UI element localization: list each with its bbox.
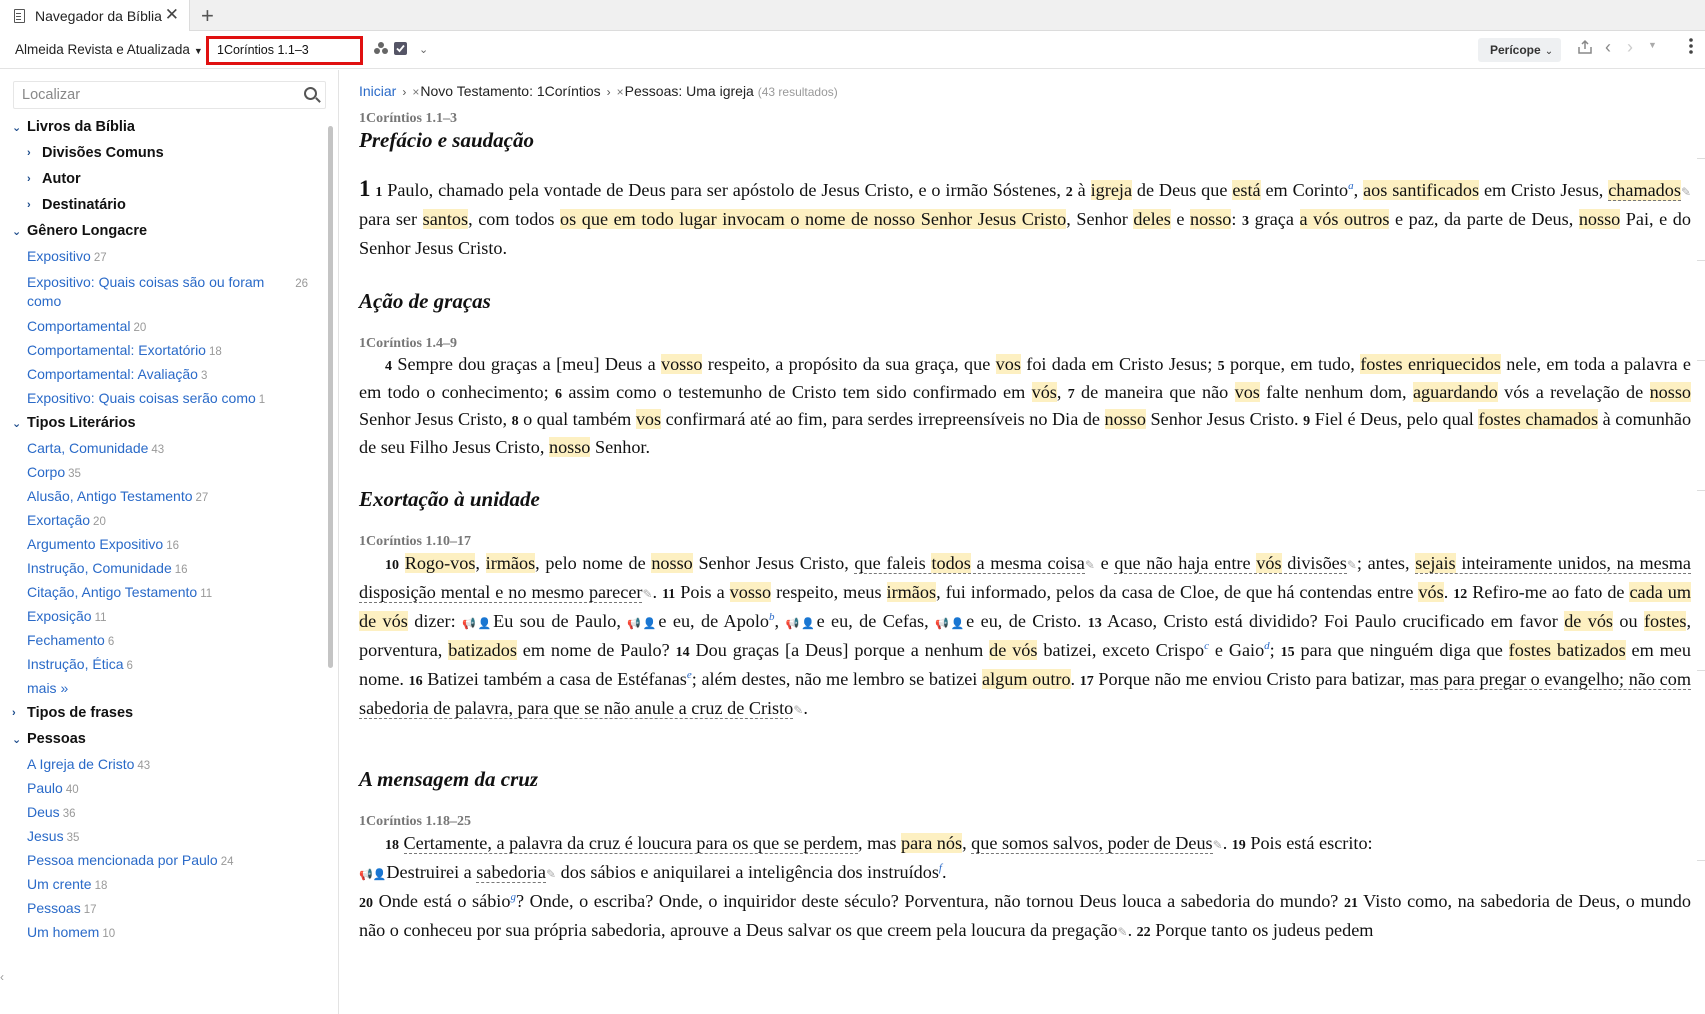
pericope-range[interactable]: 1Coríntios 1.10–17: [359, 534, 471, 549]
facet-item[interactable]: Exortação 20: [27, 512, 106, 528]
result-count: (43 resultados): [757, 85, 838, 99]
chevron-right-icon: ›: [27, 173, 31, 185]
scroll-marker: [1697, 860, 1705, 861]
bible-text-pane: [340, 70, 1705, 1014]
toolbar: [0, 31, 1705, 69]
facet-item[interactable]: Expositivo: Quais coisas serão como 1: [27, 390, 266, 406]
remove-filter-icon[interactable]: ×: [412, 85, 420, 99]
sidebar: [0, 70, 339, 1014]
facet-item[interactable]: Paulo 40: [27, 780, 79, 796]
history-dropdown-icon[interactable]: ▼: [1648, 40, 1657, 50]
facet-item[interactable]: Expositivo 27: [27, 248, 107, 264]
tree-node-genero[interactable]: ⌄ Gênero Longacre: [12, 223, 148, 239]
chevron-down-icon: ⌄: [12, 418, 22, 430]
chevron-right-icon: ›: [27, 199, 31, 211]
verse-paragraph: 18 Certamente, a palavra da cruz é loucura para os que se perdem, mas para nós, que somos salvos, poder de Deus✎. 19 Pois está escrito:: [385, 833, 1373, 853]
more-menu-icon[interactable]: [1689, 38, 1693, 58]
tree-node-pessoas[interactable]: ⌄ Pessoas: [12, 731, 86, 747]
back-icon[interactable]: ‹: [1605, 37, 1611, 57]
search-input[interactable]: [14, 82, 284, 108]
facet-item[interactable]: Comportamental: Avaliação 3: [27, 366, 208, 382]
facet-tree: [0, 116, 325, 946]
facet-item[interactable]: Um crente 18: [27, 876, 108, 892]
verse-paragraph: 4 Sempre dou graças a [meu] Deus a vosso respeito, a propósito da sua graça, que vos foi dada em Cristo Jesus; 5 porque, em tudo, fostes enriquecidos nele, em toda a palavra e em todo o conhecimento; 6 assim como o testemunho de Cristo tem sido confirmado em vós, 7 de maneira que não vos falte nenhum dom, aguardando vós a revelação de nosso Senhor Jesus Cristo, 8 o qual também vos confirmará até ao fim, para serdes irrepreensíveis no Dia de nosso Senhor Jesus Cristo. 9 Fiel é Deus, pelo qual fostes chamados à comunhão de seu Filho Jesus Cristo, nosso Senhor.: [359, 354, 1692, 457]
facet-item[interactable]: Comportamental 20: [27, 318, 147, 334]
pericope-section: [359, 486, 1691, 723]
breadcrumb-separator: ›: [402, 85, 407, 99]
tab-bar: [0, 0, 1705, 31]
chevron-down-icon: ▼: [193, 46, 203, 56]
chevron-down-icon[interactable]: ⌄: [419, 44, 429, 56]
forward-icon[interactable]: ›: [1627, 37, 1633, 57]
pericope-heading: Ação de graças: [359, 289, 491, 313]
pericope-section: [359, 288, 1691, 460]
sidebar-scrollbar[interactable]: [328, 126, 333, 668]
breadcrumb-separator: ›: [606, 85, 611, 99]
people-icon[interactable]: [373, 41, 389, 59]
facet-item[interactable]: Fechamento 6: [27, 632, 115, 648]
tree-node-autor[interactable]: › Autor: [27, 171, 81, 187]
facet-item[interactable]: Citação, Antigo Testamento 11: [27, 584, 213, 600]
tree-node-livros[interactable]: ⌄ Livros da Bíblia: [12, 119, 135, 135]
facet-item[interactable]: Jesus 35: [27, 828, 80, 844]
checklist-icon[interactable]: [393, 41, 408, 60]
pericope-label: Perícope: [1490, 43, 1541, 57]
breadcrumb-home[interactable]: Iniciar: [359, 83, 397, 99]
facet-item[interactable]: Instrução, Comunidade 16: [27, 560, 188, 576]
reference-input[interactable]: 1Coríntios 1.1–3: [206, 36, 363, 65]
chevron-down-icon: ⌄: [12, 226, 22, 238]
facet-item[interactable]: Instrução, Ética 6: [27, 656, 133, 672]
chevron-right-icon: ›: [12, 707, 16, 719]
facet-item[interactable]: Carta, Comunidade 43: [27, 440, 165, 456]
verse-paragraph: 📢👤Destruirei a sabedoria✎ dos sábios e aniquilarei a inteligência dos instruídos$^f$.: [359, 861, 947, 882]
facet-item[interactable]: Argumento Expositivo 16: [27, 536, 179, 552]
tree-node-divisoes[interactable]: › Divisões Comuns: [27, 145, 164, 161]
verse-paragraph: 10 Rogo-vos, irmãos, pelo nome de nosso Senhor Jesus Cristo, que faleis todos a mesma coisa✎ e que não haja entre vós divisões✎; antes, sejais inteiramente unidos, na mesma disposição mental e no mesmo parecer✎. 11 Pois a vosso respeito, meus irmãos, fui informado, pelos da casa de Cloe, de que há contendas entre vós. 12 Refiro-me ao fato de cada um de vós dizer: 📢👤Eu sou de Paulo, 📢👤e eu, de Apolo$^b$, 📢👤e eu, de Cefas, 📢👤e eu, de Cristo. 13 Acaso, Cristo está dividido? Foi Paulo crucificado em favor de vós ou fostes, porventura, batizados em nome de Paulo? 14 Dou graças [a Deus] porque a nenhum de vós batizei, exceto Crispo$^c$ e Gaio$^d$; 15 para que ninguém diga que fostes batizados em meu nome. 16 Batizei também a casa de Estéfanas$^e$; além destes, não me lembro se batizei algum outro. 17 Porque não me enviou Cristo para batizar, mas para pregar o evangelho; não com sabedoria de palavra, para que se não anule a cruz de Cristo✎.: [359, 553, 1691, 718]
pericope-range[interactable]: 1Coríntios 1.1–3: [359, 111, 457, 126]
breadcrumb-filter-people[interactable]: Pessoas: Uma igreja: [624, 83, 754, 99]
pericope-section: [359, 766, 1691, 946]
pericope-heading: A mensagem da cruz: [359, 767, 539, 791]
facet-item[interactable]: Um homem 10: [27, 924, 116, 940]
breadcrumb: [359, 83, 838, 99]
tab-bible-browser[interactable]: [0, 0, 190, 31]
collapse-sidebar-icon[interactable]: ‹: [0, 970, 4, 984]
document-icon: [14, 9, 25, 23]
facet-item[interactable]: A Igreja de Cristo 43: [27, 756, 151, 772]
chevron-down-icon: ⌄: [12, 734, 22, 746]
verse-paragraph: 20 Onde está o sábio$^g$? Onde, o escriba? Onde, o inquiridor deste século? Porventura, não tornou Deus louca a sabedoria do mundo? 21 Visto como, na sabedoria de Deus, o mundo não o conheceu por sua própria sabedoria, aprouve a Deus salvar os que creem pela loucura da pregação✎. 22 Porque tanto os judeus pedem: [359, 890, 1691, 940]
scroll-marker: [1697, 670, 1705, 671]
more-link[interactable]: mais »: [27, 680, 69, 696]
pericope-range[interactable]: 1Coríntios 1.4–9: [359, 336, 457, 351]
search-box: [13, 81, 326, 109]
share-icon[interactable]: [1577, 39, 1593, 59]
breadcrumb-filter-book[interactable]: Novo Testamento: 1Coríntios: [420, 83, 601, 99]
scroll-marker: [1697, 360, 1705, 361]
close-tab-icon[interactable]: ✕: [164, 5, 179, 24]
chevron-down-icon: ⌄: [1544, 46, 1554, 57]
facet-item[interactable]: Expositivo: Quais coisas são ou foram como 26: [27, 274, 308, 309]
chevron-down-icon: ⌄: [12, 122, 22, 134]
pericope-heading: Prefácio e saudação: [359, 128, 534, 152]
tree-node-destinatario[interactable]: › Destinatário: [27, 197, 126, 213]
pericope-heading: Exortação à unidade: [359, 487, 540, 511]
scroll-marker: [1697, 158, 1705, 159]
pericope-range[interactable]: 1Coríntios 1.18–25: [359, 814, 471, 829]
facet-item[interactable]: Exposição 11: [27, 608, 107, 624]
remove-filter-icon[interactable]: ×: [616, 85, 624, 99]
version-selector[interactable]: [15, 42, 203, 57]
pericope-section: [359, 111, 1691, 262]
scroll-marker: [1697, 260, 1705, 261]
tab-title: Navegador da Bíblia: [35, 7, 162, 24]
tree-node-tipos[interactable]: ⌄ Tipos Literários: [12, 415, 136, 431]
tree-node-frases[interactable]: › Tipos de frases: [12, 705, 134, 721]
chevron-right-icon: ›: [27, 147, 31, 159]
version-label: Almeida Revista e Atualizada: [15, 42, 190, 57]
facet-item[interactable]: Corpo 35: [27, 464, 81, 480]
facet-item[interactable]: Pessoa mencionada por Paulo 24: [27, 852, 234, 868]
facet-item[interactable]: Comportamental: Exortatório 18: [27, 342, 222, 358]
facet-item[interactable]: Deus 36: [27, 804, 76, 820]
facet-item[interactable]: Pessoas 17: [27, 900, 97, 916]
new-tab-icon[interactable]: +: [201, 3, 214, 28]
facet-item[interactable]: Alusão, Antigo Testamento 27: [27, 488, 209, 504]
verse-paragraph: 1 1 Paulo, chamado pela vontade de Deus para ser apóstolo de Jesus Cristo, e o irmão Sóstenes, 2 à igreja de Deus que está em Corinto$^a$, aos santificados em Cristo Jesus, chamados✎ para ser santos, com todos os que em todo lugar invocam o nome de nosso Senhor Jesus Cristo, Senhor deles e nosso: 3 graça a vós outros e paz, da parte de Deus, nosso Pai, e do Senhor Jesus Cristo.: [359, 176, 1692, 258]
search-icon[interactable]: [304, 87, 317, 100]
scroll-marker: [1697, 490, 1705, 491]
pericope-button[interactable]: [1478, 38, 1561, 62]
